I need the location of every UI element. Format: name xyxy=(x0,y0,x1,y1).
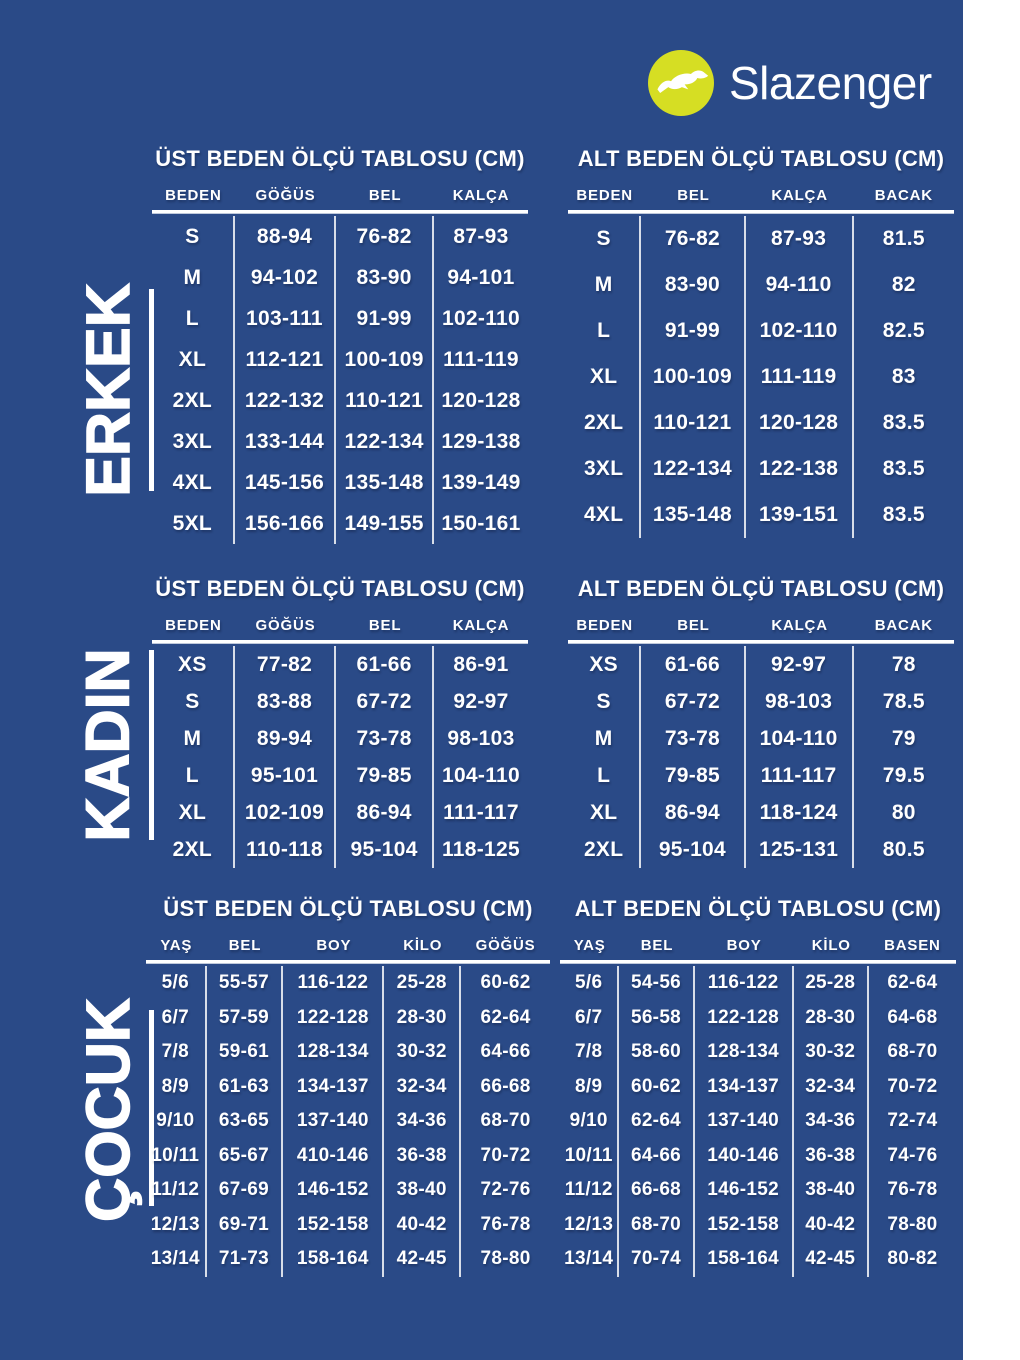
women-upper-size-table xyxy=(152,576,528,868)
value-cell: 122-138 xyxy=(746,446,854,492)
value-cell: 78.5 xyxy=(882,689,925,713)
women-lower-size-table xyxy=(568,576,954,868)
value-cell: 104-110 xyxy=(441,763,520,787)
size-cell: 7/8 xyxy=(146,1035,207,1070)
value-cell: 28-30 xyxy=(794,1001,869,1036)
column-header-0: YAŞ xyxy=(160,937,193,954)
column-header-2: BEL xyxy=(368,187,402,204)
column-header-3: BACAK xyxy=(874,187,933,204)
table-grid xyxy=(146,938,550,1277)
column-header-1: BEL xyxy=(677,187,710,204)
value-cell: 40-42 xyxy=(794,1208,869,1243)
value-cell: 32-34 xyxy=(794,1070,869,1105)
value-cell: 79-85 xyxy=(336,757,434,794)
column-header-0: BEDEN xyxy=(165,617,222,634)
value-cell: 83-90 xyxy=(336,257,434,298)
size-cell: L xyxy=(152,757,235,794)
value-cell: 129-138 xyxy=(441,429,521,453)
value-cell: 73-78 xyxy=(336,720,434,757)
size-cell: L xyxy=(568,308,641,354)
size-cell: 5XL xyxy=(152,503,235,544)
value-cell: 116-122 xyxy=(695,966,794,1001)
size-cell: 8/9 xyxy=(560,1070,619,1105)
value-cell: 70-72 xyxy=(480,1144,531,1166)
value-cell: 74-76 xyxy=(887,1144,938,1166)
value-cell: 78 xyxy=(891,652,916,676)
value-cell: 146-152 xyxy=(283,1173,384,1208)
size-cell: M xyxy=(152,257,235,298)
value-cell: 68-70 xyxy=(480,1110,531,1132)
value-cell: 150-161 xyxy=(441,511,521,535)
value-cell: 60-62 xyxy=(480,972,531,994)
value-cell: 89-94 xyxy=(235,720,337,757)
size-cell: S xyxy=(152,683,235,720)
value-cell: 25-28 xyxy=(384,966,461,1001)
size-cell: 9/10 xyxy=(560,1104,619,1139)
size-cell: M xyxy=(152,720,235,757)
size-cell: XS xyxy=(152,646,235,683)
value-cell: 156-166 xyxy=(235,503,337,544)
size-cell: 6/7 xyxy=(560,1001,619,1036)
size-cell: XL xyxy=(568,794,641,831)
size-cell: L xyxy=(152,298,235,339)
size-cell: 12/13 xyxy=(560,1208,619,1243)
kids-upper-size-table xyxy=(146,896,550,1277)
header-rule xyxy=(568,210,954,214)
value-cell: 58-60 xyxy=(619,1035,694,1070)
value-cell: 120-128 xyxy=(441,388,521,412)
value-cell: 83.5 xyxy=(882,457,925,480)
value-cell: 152-158 xyxy=(695,1208,794,1243)
value-cell: 87-93 xyxy=(453,224,509,248)
value-cell: 64-68 xyxy=(887,1006,938,1028)
table-grid xyxy=(568,618,954,868)
value-cell: 71-73 xyxy=(207,1242,284,1277)
value-cell: 94-101 xyxy=(447,265,515,289)
column-header-2: BOY xyxy=(316,937,352,954)
column-header-3: KALÇA xyxy=(452,187,510,204)
value-cell: 59-61 xyxy=(207,1035,284,1070)
value-cell: 62-64 xyxy=(887,972,938,994)
value-cell: 100-109 xyxy=(336,339,434,380)
value-cell: 137-140 xyxy=(695,1104,794,1139)
table-title: ALT BEDEN ÖLÇÜ TABLOSU (CM) xyxy=(574,896,942,921)
column-header-4: BASEN xyxy=(884,937,941,954)
value-cell: 92-97 xyxy=(453,689,509,713)
size-cell: M xyxy=(568,720,641,757)
size-cell: 11/12 xyxy=(560,1173,619,1208)
value-cell: 67-72 xyxy=(336,683,434,720)
value-cell: 134-137 xyxy=(695,1070,794,1105)
table-title: ALT BEDEN ÖLÇÜ TABLOSU (CM) xyxy=(577,576,945,601)
value-cell: 139-151 xyxy=(746,492,854,538)
size-cell: 5/6 xyxy=(146,966,207,1001)
value-cell: 83 xyxy=(891,365,916,388)
header-rule xyxy=(146,960,550,964)
kids-lower-size-table xyxy=(560,896,956,1277)
size-cell: 2XL xyxy=(152,380,235,421)
size-cell: L xyxy=(568,757,641,794)
value-cell: 135-148 xyxy=(641,492,745,538)
value-cell: 140-146 xyxy=(695,1139,794,1174)
size-cell: 3XL xyxy=(568,446,641,492)
value-cell: 81.5 xyxy=(882,227,925,250)
column-header-3: KİLO xyxy=(811,937,851,954)
men-lower-size-table xyxy=(568,146,954,538)
value-cell: 111-119 xyxy=(746,354,854,400)
value-cell: 83-90 xyxy=(641,262,745,308)
value-cell: 410-146 xyxy=(283,1139,384,1174)
size-cell: 10/11 xyxy=(560,1139,619,1174)
column-header-1: GÖĞÜS xyxy=(255,617,316,634)
column-header-0: YAŞ xyxy=(573,937,606,954)
table-grid xyxy=(560,938,956,1277)
value-cell: 32-34 xyxy=(384,1070,461,1105)
value-cell: 78-80 xyxy=(887,1213,938,1235)
size-cell: 13/14 xyxy=(560,1242,619,1277)
value-cell: 110-118 xyxy=(235,831,337,868)
section-label-kadin xyxy=(62,645,154,845)
value-cell: 34-36 xyxy=(794,1104,869,1139)
value-cell: 137-140 xyxy=(283,1104,384,1139)
value-cell: 83.5 xyxy=(882,411,925,434)
value-cell: 72-74 xyxy=(887,1110,938,1132)
column-header-0: BEDEN xyxy=(576,187,633,204)
value-cell: 83.5 xyxy=(882,503,925,526)
value-cell: 62-64 xyxy=(480,1006,531,1028)
value-cell: 95-101 xyxy=(235,757,337,794)
brand-name: Slazenger xyxy=(729,57,932,109)
column-header-2: KALÇA xyxy=(771,187,828,204)
value-cell: 120-128 xyxy=(746,400,854,446)
size-cell: 6/7 xyxy=(146,1001,207,1036)
value-cell: 80.5 xyxy=(882,837,925,861)
value-cell: 134-137 xyxy=(283,1070,384,1105)
value-cell: 82.5 xyxy=(882,319,925,342)
size-cell: S xyxy=(568,683,641,720)
value-cell: 87-93 xyxy=(746,216,854,262)
value-cell: 70-72 xyxy=(887,1075,938,1097)
value-cell: 128-134 xyxy=(695,1035,794,1070)
value-cell: 79 xyxy=(891,726,916,750)
value-cell: 30-32 xyxy=(384,1035,461,1070)
value-cell: 122-134 xyxy=(336,421,434,462)
size-cell: 4XL xyxy=(568,492,641,538)
value-cell: 72-76 xyxy=(480,1179,531,1201)
table-title: ÜST BEDEN ÖLÇÜ TABLOSU (CM) xyxy=(163,896,533,921)
value-cell: 95-104 xyxy=(336,831,434,868)
size-cell: 2XL xyxy=(568,400,641,446)
value-cell: 102-110 xyxy=(441,306,520,330)
value-cell: 38-40 xyxy=(384,1173,461,1208)
value-cell: 110-121 xyxy=(641,400,745,446)
column-header-1: BEL xyxy=(640,937,674,954)
column-header-2: BOY xyxy=(726,937,762,954)
value-cell: 91-99 xyxy=(336,298,434,339)
value-cell: 145-156 xyxy=(235,462,337,503)
value-cell: 60-62 xyxy=(619,1070,694,1105)
value-cell: 110-121 xyxy=(336,380,434,421)
value-cell: 133-144 xyxy=(235,421,337,462)
value-cell: 68-70 xyxy=(887,1041,938,1063)
value-cell: 103-111 xyxy=(235,298,337,339)
table-grid xyxy=(152,188,528,544)
value-cell: 82 xyxy=(891,273,916,296)
value-cell: 102-109 xyxy=(235,794,337,831)
value-cell: 66-68 xyxy=(480,1075,531,1097)
value-cell: 68-70 xyxy=(619,1208,694,1243)
table-title: ÜST BEDEN ÖLÇÜ TABLOSU (CM) xyxy=(155,146,525,171)
table-grid xyxy=(568,188,954,538)
column-header-1: GÖĞÜS xyxy=(255,187,316,204)
value-cell: 118-124 xyxy=(746,794,854,831)
value-cell: 116-122 xyxy=(283,966,384,1001)
value-cell: 42-45 xyxy=(384,1242,461,1277)
value-cell: 62-64 xyxy=(619,1104,694,1139)
value-cell: 92-97 xyxy=(746,646,854,683)
value-cell: 94-102 xyxy=(235,257,337,298)
value-cell: 67-72 xyxy=(641,683,745,720)
brand-logo xyxy=(648,50,932,116)
value-cell: 146-152 xyxy=(695,1173,794,1208)
header-rule xyxy=(152,640,528,644)
header-rule xyxy=(152,210,528,214)
table-title: ALT BEDEN ÖLÇÜ TABLOSU (CM) xyxy=(577,146,945,171)
value-cell: 86-94 xyxy=(336,794,434,831)
column-header-3: BACAK xyxy=(874,617,933,634)
section-label-text: ERKEK xyxy=(74,283,142,497)
value-cell: 86-91 xyxy=(453,652,509,676)
size-cell: 3XL xyxy=(152,421,235,462)
value-cell: 76-78 xyxy=(480,1213,531,1235)
value-cell: 63-65 xyxy=(207,1104,284,1139)
size-cell: 8/9 xyxy=(146,1070,207,1105)
value-cell: 86-94 xyxy=(641,794,745,831)
size-cell: 2XL xyxy=(568,831,641,868)
value-cell: 94-110 xyxy=(746,262,854,308)
value-cell: 76-82 xyxy=(336,216,434,257)
size-cell: S xyxy=(152,216,235,257)
value-cell: 128-134 xyxy=(283,1035,384,1070)
value-cell: 91-99 xyxy=(641,308,745,354)
size-cell: XL xyxy=(152,794,235,831)
value-cell: 55-57 xyxy=(207,966,284,1001)
size-cell: 12/13 xyxy=(146,1208,207,1243)
value-cell: 83-88 xyxy=(235,683,337,720)
value-cell: 98-103 xyxy=(447,726,515,750)
value-cell: 95-104 xyxy=(641,831,745,868)
value-cell: 54-56 xyxy=(619,966,694,1001)
table-title: ÜST BEDEN ÖLÇÜ TABLOSU (CM) xyxy=(155,576,525,601)
table-grid xyxy=(152,618,528,868)
section-label-text: KADIN xyxy=(74,648,143,842)
column-header-3: KALÇA xyxy=(452,617,510,634)
column-header-4: GÖĞÜS xyxy=(475,937,536,954)
header-rule xyxy=(568,640,954,644)
size-cell: 4XL xyxy=(152,462,235,503)
column-header-1: BEL xyxy=(677,617,710,634)
value-cell: 104-110 xyxy=(746,720,854,757)
value-cell: 78-80 xyxy=(480,1248,531,1270)
value-cell: 122-134 xyxy=(641,446,745,492)
column-header-2: KALÇA xyxy=(771,617,828,634)
men-upper-size-table xyxy=(152,146,528,544)
value-cell: 38-40 xyxy=(794,1173,869,1208)
column-header-1: BEL xyxy=(228,937,262,954)
value-cell: 56-58 xyxy=(619,1001,694,1036)
value-cell: 122-132 xyxy=(235,380,337,421)
value-cell: 158-164 xyxy=(283,1242,384,1277)
size-cell: S xyxy=(568,216,641,262)
logo-circle xyxy=(648,50,714,116)
value-cell: 67-69 xyxy=(207,1173,284,1208)
value-cell: 66-68 xyxy=(619,1173,694,1208)
size-cell: XS xyxy=(568,646,641,683)
value-cell: 42-45 xyxy=(794,1242,869,1277)
size-cell: M xyxy=(568,262,641,308)
column-header-2: BEL xyxy=(368,617,402,634)
value-cell: 61-66 xyxy=(641,646,745,683)
size-cell: XL xyxy=(568,354,641,400)
size-cell: 11/12 xyxy=(146,1173,207,1208)
value-cell: 61-66 xyxy=(336,646,434,683)
value-cell: 112-121 xyxy=(235,339,337,380)
section-label-erkek xyxy=(62,285,154,495)
value-cell: 122-128 xyxy=(695,1001,794,1036)
size-cell: 5/6 xyxy=(560,966,619,1001)
value-cell: 122-128 xyxy=(283,1001,384,1036)
column-header-0: BEDEN xyxy=(165,187,222,204)
value-cell: 152-158 xyxy=(283,1208,384,1243)
value-cell: 73-78 xyxy=(641,720,745,757)
size-cell: XL xyxy=(152,339,235,380)
value-cell: 79-85 xyxy=(641,757,745,794)
value-cell: 111-117 xyxy=(746,757,854,794)
value-cell: 76-78 xyxy=(887,1179,938,1201)
value-cell: 102-110 xyxy=(746,308,854,354)
value-cell: 36-38 xyxy=(384,1139,461,1174)
value-cell: 125-131 xyxy=(746,831,854,868)
section-label-text: ÇOCUK xyxy=(74,998,143,1222)
value-cell: 77-82 xyxy=(235,646,337,683)
value-cell: 135-148 xyxy=(336,462,434,503)
value-cell: 88-94 xyxy=(235,216,337,257)
value-cell: 25-28 xyxy=(794,966,869,1001)
value-cell: 118-125 xyxy=(441,837,520,861)
value-cell: 98-103 xyxy=(746,683,854,720)
value-cell: 70-74 xyxy=(619,1242,694,1277)
value-cell: 61-63 xyxy=(207,1070,284,1105)
value-cell: 80 xyxy=(891,800,916,824)
column-header-0: BEDEN xyxy=(576,617,633,634)
value-cell: 34-36 xyxy=(384,1104,461,1139)
panther-icon xyxy=(652,54,710,112)
size-cell: 9/10 xyxy=(146,1104,207,1139)
value-cell: 64-66 xyxy=(619,1139,694,1174)
size-cell: 2XL xyxy=(152,831,235,868)
value-cell: 158-164 xyxy=(695,1242,794,1277)
value-cell: 79.5 xyxy=(882,763,925,787)
header-rule xyxy=(560,960,956,964)
value-cell: 30-32 xyxy=(794,1035,869,1070)
value-cell: 36-38 xyxy=(794,1139,869,1174)
value-cell: 100-109 xyxy=(641,354,745,400)
value-cell: 76-82 xyxy=(641,216,745,262)
value-cell: 40-42 xyxy=(384,1208,461,1243)
size-cell: 7/8 xyxy=(560,1035,619,1070)
value-cell: 80-82 xyxy=(887,1248,938,1270)
value-cell: 139-149 xyxy=(441,470,521,494)
value-cell: 64-66 xyxy=(480,1041,531,1063)
value-cell: 57-59 xyxy=(207,1001,284,1036)
section-label-cocuk xyxy=(62,998,154,1222)
value-cell: 111-117 xyxy=(443,800,519,824)
value-cell: 111-119 xyxy=(443,347,519,371)
value-cell: 65-67 xyxy=(207,1139,284,1174)
value-cell: 28-30 xyxy=(384,1001,461,1036)
value-cell: 69-71 xyxy=(207,1208,284,1243)
size-cell: 10/11 xyxy=(146,1139,207,1174)
size-cell: 13/14 xyxy=(146,1242,207,1277)
value-cell: 149-155 xyxy=(336,503,434,544)
column-header-3: KİLO xyxy=(403,937,443,954)
